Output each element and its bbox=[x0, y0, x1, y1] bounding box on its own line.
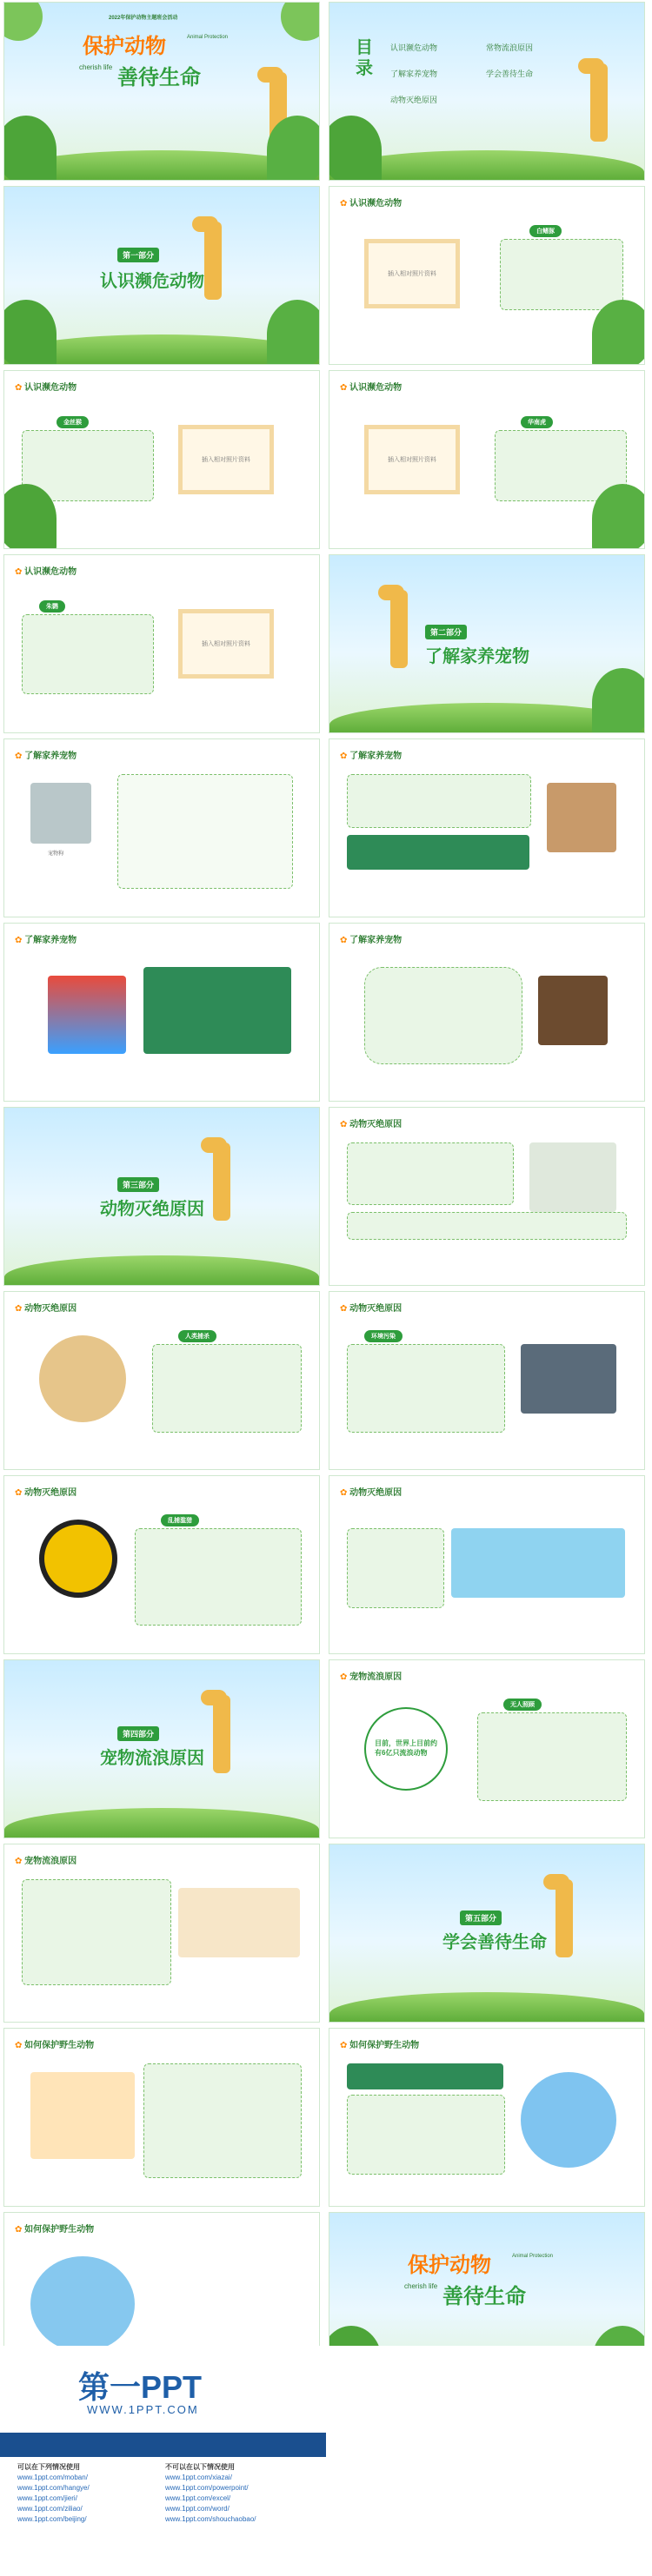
slide-extinction-2[interactable] bbox=[3, 1291, 320, 1470]
text-card bbox=[143, 2063, 302, 2178]
slide-header: ✿ 了解家养宠物 bbox=[340, 748, 402, 761]
slide-header: ✿ 动物灭绝原因 bbox=[340, 1116, 402, 1129]
slide-stray-2[interactable] bbox=[3, 1844, 320, 2023]
section-tag: 第一部分 bbox=[117, 248, 159, 262]
slide-header: ✿ 如何保护野生动物 bbox=[15, 2037, 94, 2050]
photo-placeholder: 插入相对照片资料 bbox=[364, 425, 460, 494]
text-card bbox=[22, 1879, 171, 1985]
photo-placeholder: 插入相对照片资料 bbox=[178, 425, 274, 494]
right-link-column bbox=[165, 2462, 256, 2525]
slide-animal-4[interactable] bbox=[3, 554, 320, 733]
slide-extinction-1[interactable] bbox=[329, 1107, 645, 1286]
toc-title: 目录 bbox=[356, 38, 373, 78]
toc-item: 认识濒危动物 bbox=[390, 43, 438, 52]
bush bbox=[3, 300, 57, 365]
toc-item: 了解家养宠物 bbox=[390, 70, 438, 78]
slide-header: ✿ 认识濒危动物 bbox=[15, 564, 77, 577]
photo-placeholder: 插入相对照片资料 bbox=[364, 239, 460, 308]
section-title: 了解家养宠物 bbox=[425, 647, 529, 666]
toc-item: 动物灭绝原因 bbox=[390, 96, 438, 104]
cover-caption: 2022年保护动物主题班会活动 bbox=[109, 16, 178, 21]
bush bbox=[592, 484, 645, 549]
text-card bbox=[347, 1212, 627, 1240]
reason-badge: 人类捕杀 bbox=[178, 1330, 216, 1342]
giraffe-illustration bbox=[590, 63, 608, 142]
slide-header: ✿ 如何保护野生动物 bbox=[15, 2222, 94, 2235]
grass bbox=[4, 1808, 319, 1838]
section-title: 学会善待生命 bbox=[442, 1933, 547, 1952]
slide-pets-4[interactable] bbox=[329, 923, 645, 1102]
reason-badge: 环境污染 bbox=[364, 1330, 403, 1342]
text-card bbox=[135, 1528, 302, 1626]
section-tag: 第三部分 bbox=[117, 1177, 159, 1192]
slide-header: ✿ 认识濒危动物 bbox=[15, 380, 77, 393]
highlight-box bbox=[152, 2256, 300, 2343]
kids-illustration bbox=[30, 2072, 135, 2159]
section-title: 宠物流浪原因 bbox=[100, 1749, 204, 1768]
grass bbox=[329, 1992, 644, 2022]
text-card bbox=[500, 239, 623, 310]
animal-badge: 华南虎 bbox=[521, 416, 553, 428]
link[interactable]: www.1ppt.com/word/ bbox=[165, 2505, 230, 2513]
text-card bbox=[364, 967, 522, 1064]
dog-photo bbox=[547, 783, 616, 852]
cover-title-1-en: Animal Protection bbox=[187, 35, 229, 40]
toc-item: 学会善待生命 bbox=[486, 70, 534, 78]
text-card bbox=[347, 1528, 444, 1608]
left-heading: 可以在下列情况使用 bbox=[17, 2463, 80, 2471]
pet-caption: 宠物狗 bbox=[48, 851, 64, 857]
highlight-box bbox=[347, 2063, 503, 2089]
slide-pets-3[interactable] bbox=[3, 923, 320, 1102]
section-tag: 第二部分 bbox=[425, 625, 467, 639]
slide-section-5[interactable] bbox=[329, 1844, 645, 2023]
slide-header: ✿ 动物灭绝原因 bbox=[15, 1485, 77, 1498]
slide-header: ✿ 宠物流浪原因 bbox=[340, 1669, 402, 1682]
leaf-decoration bbox=[3, 2, 43, 41]
slide-extinction-5[interactable] bbox=[329, 1475, 645, 1654]
cover-title-1: 保护动物 bbox=[83, 35, 166, 58]
text-card bbox=[347, 2095, 505, 2175]
slide-pets-1[interactable] bbox=[3, 738, 320, 917]
bush bbox=[329, 116, 382, 181]
slide-header: ✿ 了解家养宠物 bbox=[340, 932, 402, 945]
link[interactable]: www.1ppt.com/excel/ bbox=[165, 2494, 231, 2502]
text-card bbox=[152, 1344, 302, 1433]
link[interactable]: www.1ppt.com/hangye/ bbox=[17, 2484, 90, 2492]
bird-photo bbox=[538, 976, 608, 1045]
slide-header: ✿ 认识濒危动物 bbox=[340, 380, 402, 393]
slide-protect-2[interactable] bbox=[329, 2028, 645, 2207]
slide-toc[interactable] bbox=[329, 2, 645, 181]
slide-protect-1[interactable] bbox=[3, 2028, 320, 2207]
giraffe-illustration bbox=[204, 222, 222, 300]
cover-title-2-en: cherish life bbox=[79, 63, 113, 71]
factory-illustration bbox=[521, 1344, 616, 1414]
parrot-photo bbox=[48, 976, 126, 1054]
slide-header: ✿ 了解家养宠物 bbox=[15, 932, 77, 945]
section-title: 认识濒危动物 bbox=[100, 272, 204, 291]
link[interactable]: www.1ppt.com/xiazai/ bbox=[165, 2473, 232, 2481]
giraffe-illustration bbox=[213, 1695, 230, 1773]
bush bbox=[3, 116, 57, 181]
final-title-2: 善待生命 bbox=[442, 2285, 526, 2308]
cat-photo bbox=[30, 783, 91, 844]
grass bbox=[4, 1255, 319, 1285]
bush bbox=[592, 668, 645, 733]
toc-item: 常物流浪原因 bbox=[486, 43, 534, 52]
footer-promo bbox=[0, 2346, 652, 2576]
slide-animal-2[interactable] bbox=[3, 370, 320, 549]
flood-illustration bbox=[451, 1528, 625, 1598]
slide-section-4[interactable] bbox=[3, 1659, 320, 1838]
site-logo[interactable]: 第一PPT bbox=[78, 2369, 203, 2405]
bush bbox=[267, 116, 320, 181]
earth-illustration bbox=[521, 2072, 616, 2168]
bush bbox=[267, 300, 320, 365]
slide-section-3[interactable] bbox=[3, 1107, 320, 1286]
slide-header: ✿ 如何保护野生动物 bbox=[340, 2037, 419, 2050]
slide-cover[interactable] bbox=[3, 2, 320, 181]
link[interactable]: www.1ppt.com/shouchaobao/ bbox=[165, 2515, 256, 2523]
slide-header: ✿ 动物灭绝原因 bbox=[340, 1301, 402, 1314]
final-title-1-en: Animal Protection bbox=[512, 2254, 554, 2259]
link[interactable]: www.1ppt.com/jieri/ bbox=[17, 2494, 77, 2502]
bush bbox=[592, 300, 645, 365]
slide-header: ✿ 了解家养宠物 bbox=[15, 748, 77, 761]
link[interactable]: www.1ppt.com/powerpoint/ bbox=[165, 2484, 249, 2492]
link[interactable]: www.1ppt.com/moban/ bbox=[17, 2473, 88, 2481]
cover-title-2: 善待生命 bbox=[117, 66, 201, 89]
slide-extinction-4[interactable] bbox=[3, 1475, 320, 1654]
right-heading: 不可以在以下情况使用 bbox=[165, 2463, 235, 2471]
animal-badge: 金丝猴 bbox=[57, 416, 89, 428]
slide-animal-1[interactable] bbox=[329, 186, 645, 365]
virus-illustration bbox=[39, 1335, 126, 1422]
highlight-box bbox=[143, 967, 291, 1054]
photo-placeholder: 插入相对照片资料 bbox=[178, 609, 274, 679]
final-title-2-en: cherish life bbox=[404, 2282, 438, 2290]
giraffe-illustration bbox=[213, 1142, 230, 1221]
left-link-column bbox=[17, 2462, 90, 2525]
reason-badge: 无人照顾 bbox=[503, 1699, 542, 1711]
globe-animals-illustration bbox=[30, 2256, 135, 2352]
reason-badge: 乱捕滥猎 bbox=[161, 1514, 199, 1526]
text-card bbox=[22, 614, 154, 694]
slide-header: ✿ 动物灭绝原因 bbox=[340, 1485, 402, 1498]
slide-section-1[interactable] bbox=[3, 186, 320, 365]
link[interactable]: www.1ppt.com/ziliao/ bbox=[17, 2505, 83, 2513]
text-card bbox=[477, 1712, 627, 1801]
slide-header: ✿ 动物灭绝原因 bbox=[15, 1301, 77, 1314]
giraffe-illustration bbox=[390, 590, 408, 668]
slide-animal-3[interactable] bbox=[329, 370, 645, 549]
leaf-decoration bbox=[281, 2, 320, 41]
slide-extinction-3[interactable] bbox=[329, 1291, 645, 1470]
text-card bbox=[347, 1344, 505, 1433]
no-hunting-sign bbox=[39, 1520, 117, 1598]
link[interactable]: www.1ppt.com/beijing/ bbox=[17, 2515, 87, 2523]
section-tag: 第四部分 bbox=[117, 1726, 159, 1741]
site-url[interactable]: WWW.1PPT.COM bbox=[87, 2403, 199, 2416]
stat-text: 目前，世界上目前约有6亿只流浪动物 bbox=[375, 1739, 437, 1757]
footer-bar bbox=[0, 2433, 326, 2457]
animal-badge: 白鳍豚 bbox=[529, 225, 562, 237]
giraffe-illustration bbox=[556, 1879, 573, 1957]
section-tag: 第五部分 bbox=[460, 1910, 502, 1925]
slide-stray-1[interactable] bbox=[329, 1659, 645, 1838]
slide-section-2[interactable] bbox=[329, 554, 645, 733]
panda-illustration bbox=[529, 1142, 616, 1212]
animal-badge: 朱鹮 bbox=[39, 600, 65, 613]
final-title-1: 保护动物 bbox=[408, 2254, 491, 2277]
section-title: 动物灭绝原因 bbox=[100, 1200, 204, 1219]
text-card bbox=[347, 774, 531, 828]
text-card bbox=[347, 1142, 514, 1205]
pets-illustration bbox=[178, 1888, 300, 1957]
highlight-box bbox=[347, 835, 529, 870]
slide-pets-2[interactable] bbox=[329, 738, 645, 917]
slide-header: ✿ 宠物流浪原因 bbox=[15, 1853, 77, 1866]
slide-header: ✿ 认识濒危动物 bbox=[340, 195, 402, 209]
text-card bbox=[117, 774, 293, 889]
